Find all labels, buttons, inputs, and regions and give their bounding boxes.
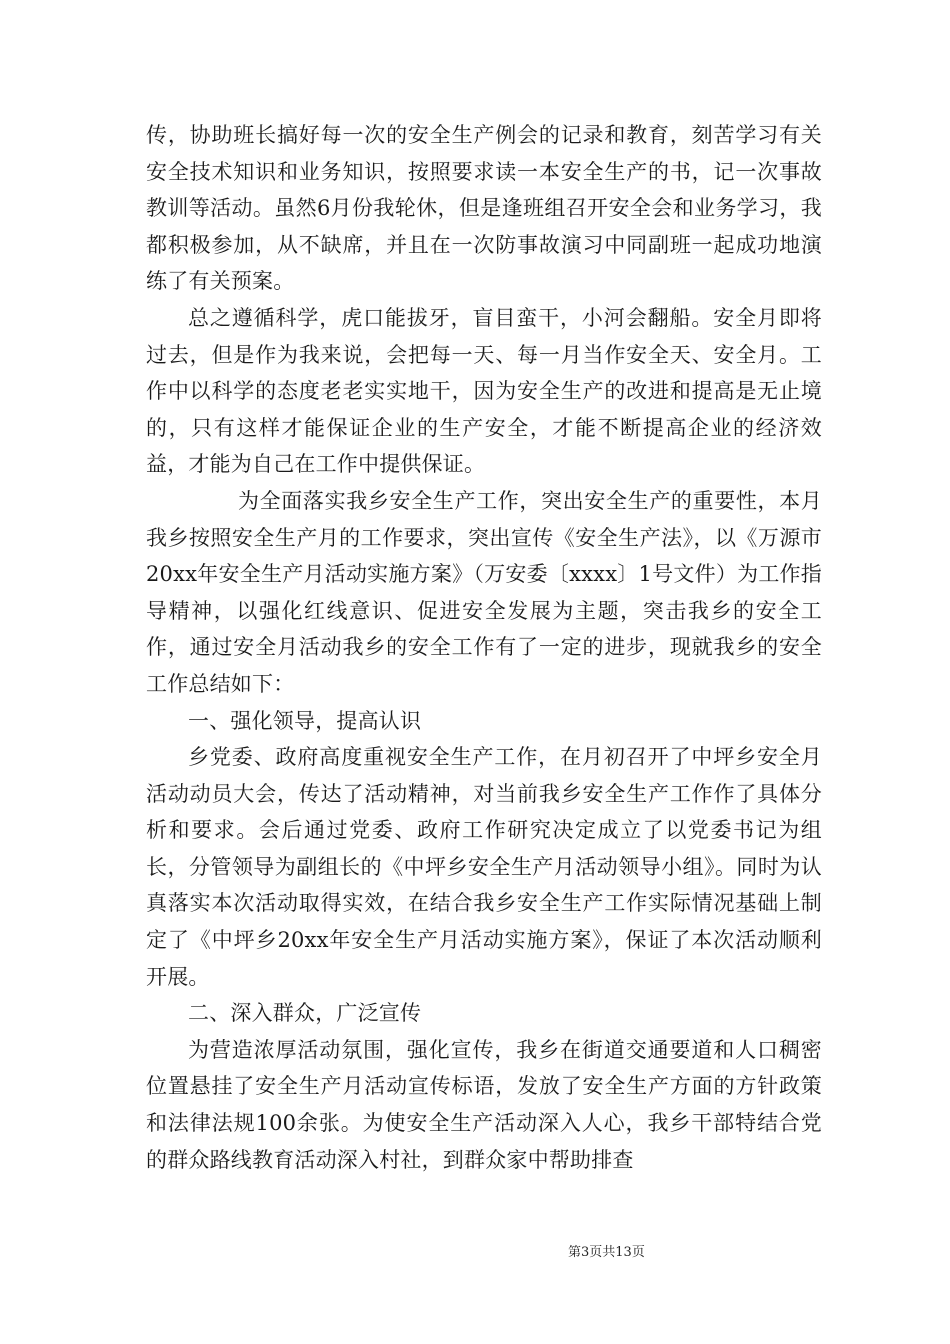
section-heading-2: 二、深入群众，广泛宣传 [188,1001,422,1026]
document-body [146,117,822,1178]
page-number-footer: 第3页共13页 [568,1245,645,1260]
paragraph-intro: 为全面落实我乡安全生产工作，突出安全生产的重要性，本月我乡按照安全生产月的工作要求，突出宣传《安全生产法》，以《万源市20xx年安全生产月活动实施方案》（万安委〔xxxx〕1号文件）为工作指导精神，以强化红线意识、促进安全发展为主题，突击我乡的安全工作，通过安全月活动我乡的安全工作有了一定的进步，现就我乡的安全工作总结如下： [146,488,822,696]
paragraph-continuation: 传，协助班长搞好每一次的安全生产例会的记录和教育，刻苦学习有关安全技术知识和业务知识，按照要求读一本安全生产的书，记一次事故教训等活动。虽然6月份我轮休，但是逢班组召开安全会和业务学习，我都积极参加，从不缺席，并且在一次防事故演习中同副班一起成功地演练了有关预案。 [146,123,822,294]
section-heading-1: 一、强化领导，提高认识 [188,708,422,733]
paragraph-section-2: 为营造浓厚活动氛围，强化宣传，我乡在街道交通要道和人口稠密位置悬挂了安全生产月活动宣传标语，发放了安全生产方面的方针政策和法律法规100余张。为使安全生产活动深入人心，我乡干部特结合党的群众路线教育活动深入村社，到群众家中帮助排查 [146,1037,822,1172]
paragraph-section-1: 乡党委、政府高度重视安全生产工作，在月初召开了中坪乡安全月活动动员大会，传达了活动精神，对当前我乡安全生产工作作了具体分析和要求。会后通过党委、政府工作研究决定成立了以党委书记为组长，分管领导为副组长的《中坪乡安全生产月活动领导小组》。同时为认真落实本次活动取得实效，在结合我乡安全生产工作实际情况基础上制定了《中坪乡20xx年安全生产月活动实施方案》，保证了本次活动顺利开展。 [146,745,822,989]
paragraph-summary: 总之遵循科学，虎口能拔牙，盲目蛮干，小河会翻船。安全月即将过去，但是作为我来说，会把每一天、每一月当作安全天、安全月。工作中以科学的态度老老实实地干，因为安全生产的改进和提高是无止境的，只有这样才能保证企业的生产安全，才能不断提高企业的经济效益，才能为自己在工作中提供保证。 [146,305,822,477]
